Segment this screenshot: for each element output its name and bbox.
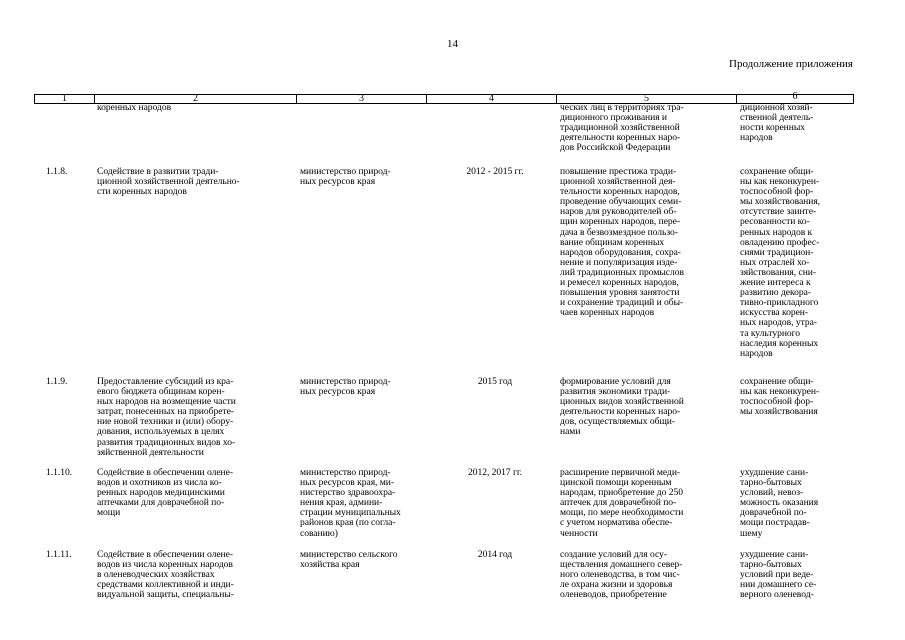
row-number: 1.1.8. <box>46 166 68 177</box>
column-header-3: 3 <box>297 95 427 103</box>
carryover-consequence: диционной хозяй- ственной деятель- ности коренных народов <box>740 102 814 144</box>
row-result: формирование условий для развития экономики тради- ционных видов хозяйственной деятельности коренных наро- дов, осуществляемых общи- нами <box>560 376 684 438</box>
row-consequence: ухудшение сани- тарно-бытовых условий, невоз- можность оказания доврачебной по- мощи пострадав- шему <box>740 467 819 539</box>
row-executor: министерство природ- ных ресурсов края <box>300 376 391 398</box>
carryover-measure: коренных народов <box>97 102 172 113</box>
row-period: 2014 год <box>477 549 513 560</box>
row-period: 2012 - 2015 гг. <box>466 166 524 177</box>
row-consequence: сохранение общи- ны как неконкурен- тоспособной фор- мы хозяйствования, отсутствие заинте- ресованности ко- ренных народов к овладению профес- сиями традицион- ных отраслей хо- зяйствования, сни- жение интереса к развитию декора- тивно-прикладного искусства корен- ных народов, утра- та культурного наследия коренных народов <box>740 166 821 359</box>
row-result: создание условий для осу- ществления домашнего север- ного оленеводства, в том чис- ле охрана жизни и здоровья оленеводов, приобретение <box>560 549 683 601</box>
column-header-6: 6 <box>792 91 798 102</box>
row-result: расширение первичной меди- цинской помощи коренным народам, приобретение до 250 аптечек для доврачебной по- мощи, по мере необходимости с учетом норматива обеспе- ченности <box>560 467 684 539</box>
row-consequence: ухудшение сани- тарно-бытовых условий при веде- нии домашнего се- верного оленевод- <box>740 549 817 601</box>
row-number: 1.1.11. <box>46 549 72 560</box>
row-executor: министерство природ- ных ресурсов края <box>300 166 391 188</box>
row-measure: Содействие в обеспечении олене- водов из числа коренных народов в оленеводческих хозяйствах средствами коллективной и инди- видуальной защиты, специальны- <box>97 549 234 601</box>
row-period: 2015 год <box>477 376 513 387</box>
column-header-4: 4 <box>427 95 557 103</box>
row-number: 1.1.9. <box>46 376 68 387</box>
row-measure: Содействие в развитии тради- ционной хозяйственной деятельно- сти коренных народов <box>97 166 240 198</box>
row-number: 1.1.10. <box>46 467 73 478</box>
carryover-result: ческих лиц в территориях тра- диционного проживания и традиционной хозяйственной деятельности коренных наро- дов Российской Федерации <box>560 102 684 154</box>
row-measure: Предоставление субсидий из кра- евого бюджета общинам корен- ных народов на возмещение части затрат, понесенных на приобрете- ние новой техники и (или) обору- дования, используемых в целях развития традиционных видов хо- зяйственной деятельности <box>97 376 236 458</box>
row-executor: министерство сельского хозяйства края <box>300 549 398 571</box>
row-measure: Содействие в обеспечении олене- водов и охотников из числа ко- ренных народов медицинскими аптечками для доврачебной по- мощи <box>97 467 233 519</box>
row-executor: министерство природ- ных ресурсов края, ми- нистерство здравоохра- нения края, админи- страции муниципальных районов края (по согла- сованию) <box>300 467 401 539</box>
column-header-2: 2 <box>95 95 297 103</box>
continuation-label: Продолжение приложения <box>729 58 853 70</box>
row-period: 2012, 2017 гг. <box>467 467 523 478</box>
row-result: повышение престижа тради- ционной хозяйственной дея- тельности коренных народов, проведение обучающих семи- наров для руководителей об- щин коренных народов, пере- дача в безвозмездное пользо- вание общинам коренных народов оборудования, сохра- нение и популяризация изде- лий традиционных промыслов и ремесел коренных народов, повышения уровня занятости и сохранение традиций и обы- чаев коренных народов <box>560 166 684 319</box>
page-number: 14 <box>447 38 458 50</box>
column-header-5: 5 <box>557 95 737 103</box>
row-consequence: сохранение общи- ны как неконкурен- тоспособной фор- мы хозяйствования <box>740 376 820 418</box>
column-header-1: 1 <box>35 95 95 103</box>
